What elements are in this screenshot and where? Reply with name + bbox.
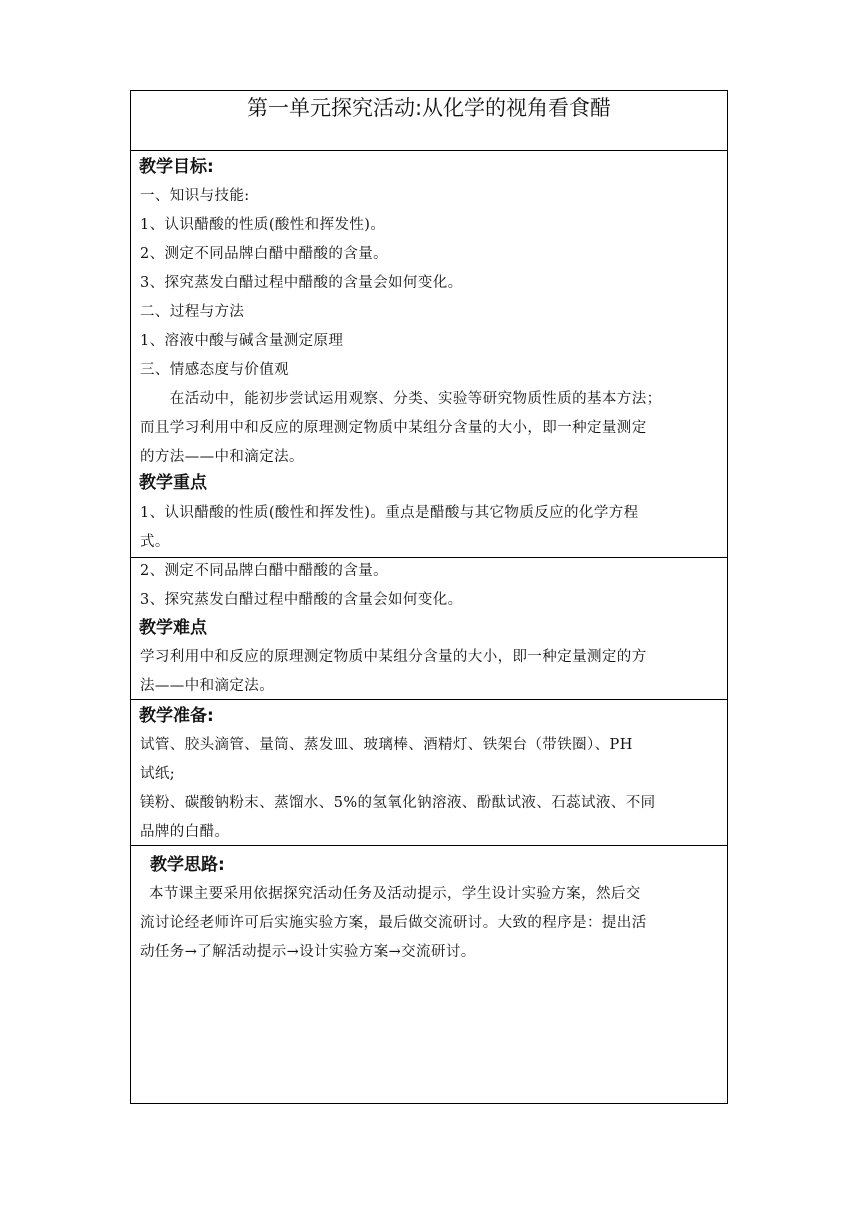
key-points-heading: 教学重点 — [139, 473, 207, 493]
approach-line: 动任务→了解活动提示→设计实验方案→交流研讨。 — [140, 944, 476, 960]
objectives-line: 2、测定不同品牌白醋中醋酸的含量。 — [140, 246, 389, 262]
key-points-line: 1、认识醋酸的性质(酸性和挥发性)。重点是醋酸与其它物质反应的化学方程 — [140, 505, 639, 521]
preparation-line: 镁粉、碳酸钠粉末、蒸馏水、5%的氢氧化钠溶液、酚酞试液、石蕊试液、不同 — [140, 795, 656, 811]
objectives-line: 1、溶液中酸与碱含量测定原理 — [140, 333, 344, 349]
preparation-heading: 教学准备: — [139, 706, 214, 726]
title-cell — [131, 91, 727, 151]
difficulties-line: 法——中和滴定法。 — [140, 678, 275, 694]
approach-cell — [131, 846, 727, 1103]
objectives-line: 3、探究蒸发白醋过程中醋酸的含量会如何变化。 — [140, 275, 463, 291]
difficulties-heading: 教学难点 — [139, 618, 207, 638]
objectives-line: 一、知识与技能: — [140, 188, 250, 204]
objectives-heading: 教学目标: — [139, 157, 214, 177]
objectives-line: 三、情感态度与价值观 — [140, 362, 289, 378]
page-title: 第一单元探究活动:从化学的视角看食醋 — [246, 96, 612, 120]
objectives-line: 的方法——中和滴定法。 — [140, 449, 304, 465]
key-points-line: 式。 — [140, 534, 170, 550]
difficulties-line: 学习利用中和反应的原理测定物质中某组分含量的大小，即一种定量测定的方 — [140, 649, 647, 665]
objectives-line: 在活动中，能初步尝试运用观察、分类、实验等研究物质性质的基本方法； — [140, 391, 662, 407]
key-points-cell — [131, 468, 727, 700]
preparation-line: 试纸; — [140, 766, 176, 782]
approach-line: 本节课主要采用依据探究活动任务及活动提示，学生设计实验方案，然后交 — [149, 886, 641, 902]
preparation-line: 品牌的白醋。 — [140, 824, 230, 840]
objectives-line: 1、认识醋酸的性质(酸性和挥发性)。 — [140, 217, 386, 233]
preparation-cell — [131, 700, 727, 846]
lesson-plan-table — [130, 90, 728, 1104]
key-points-line: 3、探究蒸发白醋过程中醋酸的含量会如何变化。 — [140, 592, 463, 608]
key-points-line: 2、测定不同品牌白醋中醋酸的含量。 — [140, 563, 389, 579]
approach-line: 流讨论经老师许可后实施实验方案，最后做交流研讨。大致的程序是：提出活 — [140, 915, 647, 931]
preparation-line: 试管、胶头滴管、量筒、蒸发皿、玻璃棒、酒精灯、铁架台（带铁圈）、PH — [140, 737, 633, 753]
objectives-line: 而且学习利用中和反应的原理测定物质中某组分含量的大小，即一种定量测定 — [140, 420, 647, 436]
objectives-line: 二、过程与方法 — [140, 304, 245, 320]
approach-heading: 教学思路: — [150, 855, 225, 875]
